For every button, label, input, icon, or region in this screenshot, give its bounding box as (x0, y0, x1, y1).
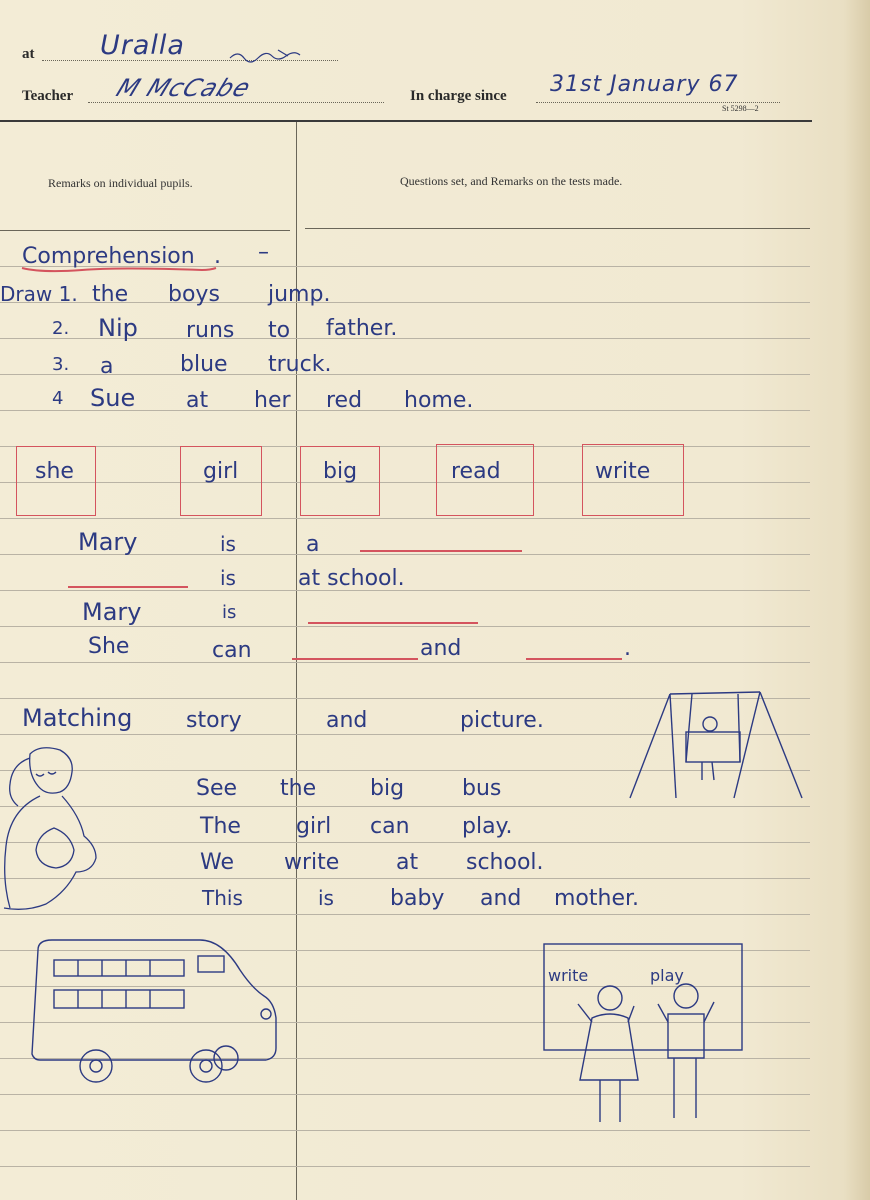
ruled-line (0, 482, 810, 483)
matching-sentence-word: baby (390, 886, 445, 911)
matching-sentence-word: and (480, 886, 522, 911)
matching-title-word: and (326, 708, 368, 733)
ruled-line (0, 878, 810, 879)
teacher-label: Teacher (22, 88, 74, 104)
red-underline (20, 262, 220, 274)
ruled-line (0, 374, 810, 375)
cloze-blank (68, 586, 188, 588)
matching-sentence-word: We (200, 850, 234, 875)
ruled-line (0, 662, 810, 663)
crossed-out-scribble (228, 48, 308, 64)
cloze-blank (292, 658, 418, 660)
matching-title: Matching (22, 704, 133, 732)
form-code: St 5298—2 (722, 104, 759, 113)
word-box-text: she (35, 459, 74, 484)
item-1-number: Draw 1. (0, 282, 78, 306)
ruled-line (0, 1130, 810, 1131)
item-4-word: at (186, 388, 209, 413)
left-heading-rule (0, 230, 290, 231)
at-label: at (22, 46, 35, 62)
cloze-word: at school. (298, 566, 405, 591)
item-4-word: home. (404, 388, 474, 413)
in-charge-label: In charge since (410, 88, 507, 104)
matching-sentence-word: This (202, 886, 243, 910)
cloze-word: Mary (78, 528, 138, 556)
item-1-word: the (92, 282, 129, 307)
ruled-line (0, 518, 810, 519)
swing-drawing (626, 688, 806, 800)
item-3-word: a (100, 354, 114, 379)
ruled-line (0, 626, 810, 627)
bus-drawing (30, 936, 292, 1086)
right-column-heading: Questions set, and Remarks on the tests made. (400, 174, 623, 188)
word-box-text: big (323, 459, 358, 484)
cloze-word: . (624, 636, 631, 661)
in-charge-date: 31st January 67 (550, 72, 739, 97)
cloze-word: and (420, 636, 462, 661)
item-4-word: her (254, 388, 291, 413)
cloze-word: is (220, 566, 236, 590)
item-1-word: boys (168, 282, 220, 307)
item-3-word: truck. (268, 352, 332, 377)
ruled-line (0, 806, 810, 807)
right-heading-rule (305, 228, 810, 229)
matching-sentence-word: can (370, 814, 410, 839)
word-box (300, 446, 380, 516)
matching-sentence-word: See (196, 776, 238, 801)
item-2-word: runs (186, 318, 235, 343)
cloze-word: She (88, 634, 130, 659)
cloze-word: is (220, 532, 236, 556)
matching-sentence-word: play. (462, 814, 513, 839)
item-1-word: jump. (268, 282, 331, 307)
cloze-blank (360, 550, 522, 552)
item-2-word: father. (326, 316, 398, 341)
at-value: Uralla (100, 30, 185, 61)
item-4-number: 4 (52, 388, 64, 409)
item-2-word: to (268, 318, 291, 343)
left-column-heading: Remarks on individual pupils. (48, 176, 193, 190)
item-3-word: blue (180, 352, 228, 377)
matching-title-word: story (186, 708, 242, 733)
word-box (16, 446, 96, 516)
blackboard-word: play (650, 966, 684, 985)
cloze-word: Mary (82, 598, 142, 626)
item-3-number: 3. (52, 354, 70, 375)
word-box-text: girl (203, 459, 239, 484)
item-4-word: red (326, 388, 363, 413)
matching-sentence-word: mother. (554, 886, 640, 911)
matching-sentence-word: is (318, 886, 334, 910)
mother-baby-drawing (0, 744, 104, 914)
matching-sentence-word: girl (296, 814, 332, 839)
word-box (180, 446, 262, 516)
matching-sentence-word: school. (466, 850, 544, 875)
teacher-signature: M McCabe (112, 74, 256, 102)
matching-sentence-word: bus (462, 776, 502, 801)
word-box (582, 444, 684, 516)
matching-title-word: picture. (460, 708, 544, 733)
cloze-word: is (222, 602, 237, 623)
in-charge-dotted-line (536, 102, 780, 103)
ruled-line (0, 590, 810, 591)
ruled-line (0, 446, 810, 447)
ruled-line (0, 842, 810, 843)
item-4-word: Sue (90, 384, 136, 412)
matching-sentence-word: at (396, 850, 419, 875)
matching-sentence-word: The (200, 814, 241, 839)
comprehension-title: Comprehension (22, 244, 195, 269)
cloze-blank (308, 622, 478, 624)
word-box (436, 444, 534, 516)
blackboard-word: write (548, 966, 589, 985)
word-box-text: read (451, 459, 501, 484)
teacher-dotted-line (88, 102, 384, 103)
comprehension-dash: – (258, 240, 269, 265)
cloze-blank (526, 658, 622, 660)
item-2-word: Nip (98, 314, 138, 342)
cloze-word: a (306, 532, 320, 557)
matching-sentence-word: write (284, 850, 340, 875)
comprehension-dot: . (214, 244, 221, 269)
ruled-line (0, 914, 810, 915)
ruled-line (0, 1166, 810, 1167)
word-box-text: write (595, 459, 651, 484)
matching-sentence-word: the (280, 776, 317, 801)
header-rule (0, 120, 812, 122)
matching-sentence-word: big (370, 776, 405, 801)
cloze-word: can (212, 638, 252, 663)
item-2-number: 2. (52, 318, 70, 339)
